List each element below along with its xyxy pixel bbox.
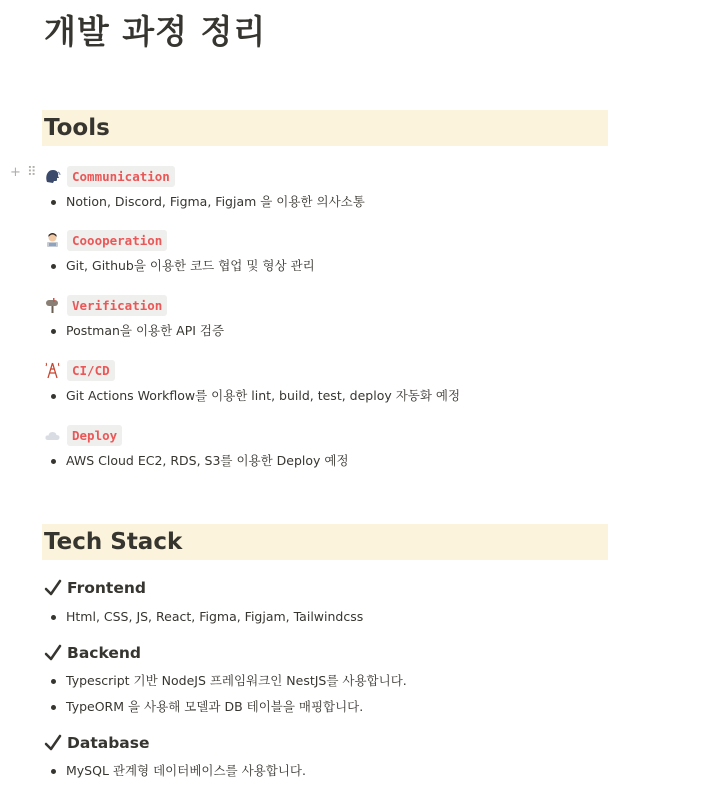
stack-heading-label: Backend <box>67 644 141 662</box>
tool-item-communication <box>44 165 644 210</box>
bullet-icon <box>51 329 56 334</box>
page-title: 개발 과정 정리 <box>44 12 267 51</box>
stack-list-database <box>44 762 644 788</box>
list-item <box>44 322 644 339</box>
bullet-icon <box>51 459 56 464</box>
list-item-text: Notion, Discord, Figma, Figjam 을 이용한 의사소통 <box>66 194 365 209</box>
stack-heading-label: Database <box>67 734 150 752</box>
bullet-icon <box>51 705 56 710</box>
list-item-text: Git Actions Workflow를 이용한 lint, build, test, deploy 자동화 예정 <box>66 388 461 403</box>
bullet-icon <box>51 769 56 774</box>
list-item <box>44 387 644 404</box>
mailbox-icon <box>44 297 61 314</box>
section-heading-tools: Tools <box>42 110 608 146</box>
list-item <box>44 452 644 469</box>
list-item <box>44 608 644 625</box>
list-item <box>44 672 644 689</box>
tool-label: Verification <box>67 295 167 316</box>
tool-item-deploy <box>44 424 644 469</box>
bullet-icon <box>51 615 56 620</box>
list-item-text: MySQL 관계형 데이터베이스를 사용합니다. <box>66 763 306 778</box>
list-item <box>44 257 644 274</box>
list-item <box>44 698 644 715</box>
cloud-icon <box>44 427 61 444</box>
list-item-text: Postman을 이용한 API 검증 <box>66 323 225 338</box>
bullet-icon <box>51 394 56 399</box>
check-icon <box>44 734 62 752</box>
tool-label: Deploy <box>67 425 122 446</box>
check-icon <box>44 579 62 597</box>
tower-icon <box>44 362 61 379</box>
stack-list-frontend <box>44 608 644 634</box>
list-item <box>44 193 644 210</box>
bullet-icon <box>51 264 56 269</box>
stack-list-backend <box>44 672 644 724</box>
tool-item-cicd <box>44 359 644 404</box>
stack-heading-backend <box>44 642 141 664</box>
list-item <box>44 762 644 779</box>
section-heading-tech-stack: Tech Stack <box>42 524 608 560</box>
list-item-text: Typescript 기반 NodeJS 프레임워크인 NestJS를 사용합니다. <box>66 673 407 688</box>
list-item-text: Git, Github을 이용한 코드 협업 및 형상 관리 <box>66 258 315 273</box>
tool-label: CI/CD <box>67 360 115 381</box>
bullet-icon <box>51 200 56 205</box>
stack-heading-database <box>44 732 150 754</box>
technologist-icon <box>44 232 61 249</box>
tool-label: Communication <box>67 166 175 187</box>
list-item-text: Html, CSS, JS, React, Figma, Figjam, Tailwindcss <box>66 609 364 624</box>
tool-item-verification <box>44 294 644 339</box>
tool-label: Coooperation <box>67 230 167 251</box>
check-icon <box>44 644 62 662</box>
bullet-icon <box>51 679 56 684</box>
speaking-head-icon <box>44 168 61 185</box>
block-handle-icon[interactable]: + ⠿ <box>10 165 38 180</box>
list-item-text: AWS Cloud EC2, RDS, S3를 이용한 Deploy 예정 <box>66 453 349 468</box>
tool-item-coooperation <box>44 229 644 274</box>
stack-heading-label: Frontend <box>67 579 146 597</box>
stack-heading-frontend <box>44 577 146 599</box>
list-item-text: TypeORM 을 사용해 모델과 DB 테이블을 매핑합니다. <box>66 699 364 714</box>
